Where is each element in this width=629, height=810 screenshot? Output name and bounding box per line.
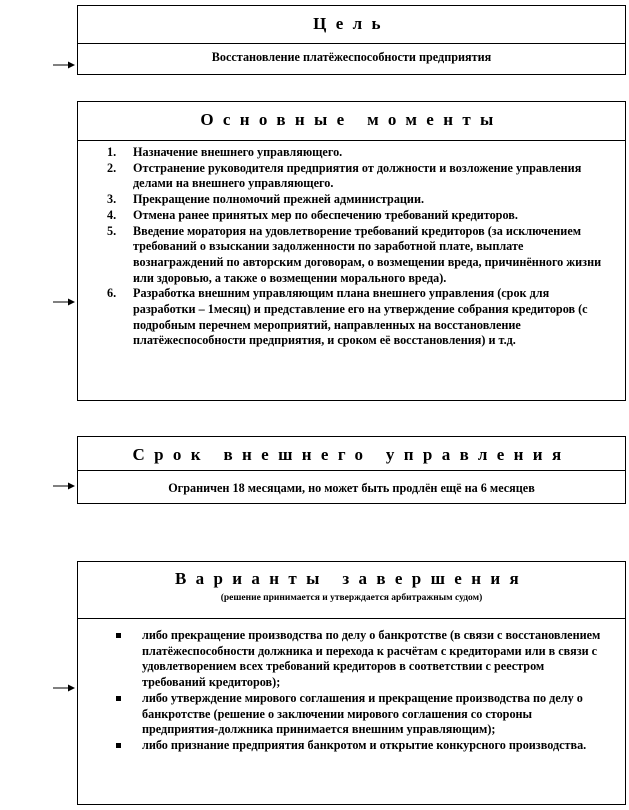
- term-arrow-icon: [53, 480, 75, 492]
- bullet-icon: [116, 633, 121, 638]
- goal-block: [77, 5, 626, 75]
- list-item: 3. Прекращение полномочий прежней администрации.: [107, 192, 425, 207]
- key-points-arrow-icon: [53, 296, 75, 308]
- key-points-separator: [78, 140, 625, 141]
- term-text: Ограничен 18 месяцами, но может быть продлён ещё на 6 месяцев: [168, 481, 535, 495]
- term-block: [77, 436, 626, 504]
- completion-block: [77, 561, 626, 805]
- list-item: 1. Назначение внешнего управляющего.: [107, 145, 343, 159]
- key-points-block: [77, 101, 626, 401]
- list-item: 5. Введение моратория на удовлетворение требований кредиторов (за исключением требований о взыскании задолженности по заработной плате, выплате вознаграждений по авторским договорам, о возмещении вреда, причинённого жизни или здоровью, а также о возмещении морального вреда).: [107, 223, 602, 285]
- completion-separator: [78, 618, 625, 619]
- bullet-icon: [116, 696, 121, 701]
- goal-arrow-icon: [53, 59, 75, 71]
- completion-arrow-icon: [53, 682, 75, 694]
- key-points-list: [107, 145, 605, 349]
- list-item: 2. Отстранение руководителя предприятия от должности и возложение управления делами на внешнего управляющего.: [107, 160, 582, 191]
- list-item: 6. Разработка внешним управляющим плана внешнего управления (срок для разработки – 1месяц) и представление его на утверждение собрания кредиторов (с подробным перечнем мероприятий, направленных на восстановление платёжеспособности предприятия, и сроком её восстановления) и т.д.: [107, 286, 588, 348]
- goal-separator: [78, 43, 625, 44]
- list-item: либо утверждение мирового соглашения и прекращение производства по делу о банкротстве (решение о заключении мирового соглашения со стороны предприятия-должника принимается внешним управляющим);: [142, 691, 608, 738]
- completion-list: [142, 628, 608, 754]
- list-item: либо прекращение производства по делу о банкротстве (в связи с восстановлением платёжеспособности должника и перехода к расчётам с кредиторами или в связи с удовлетворением всех требований кредиторов в соответствии с реестром требований кредиторов);: [142, 628, 608, 691]
- list-item: 4. Отмена ранее принятых мер по обеспечению требований кредиторов.: [107, 207, 518, 222]
- completion-title: Варианты завершения: [174, 569, 529, 588]
- term-title: Срок внешнего управления: [132, 445, 571, 464]
- goal-text: Восстановление платёжеспособности предприятия: [211, 50, 492, 64]
- list-item: либо признание предприятия банкротом и открытие конкурсного производства.: [142, 738, 608, 754]
- completion-subtitle: (решение принимается и утверждается арбитражным судом): [220, 593, 483, 603]
- term-separator: [78, 470, 625, 471]
- bullet-icon: [116, 743, 121, 748]
- goal-title: Цель: [313, 14, 390, 33]
- key-points-title: Основные моменты: [200, 110, 503, 129]
